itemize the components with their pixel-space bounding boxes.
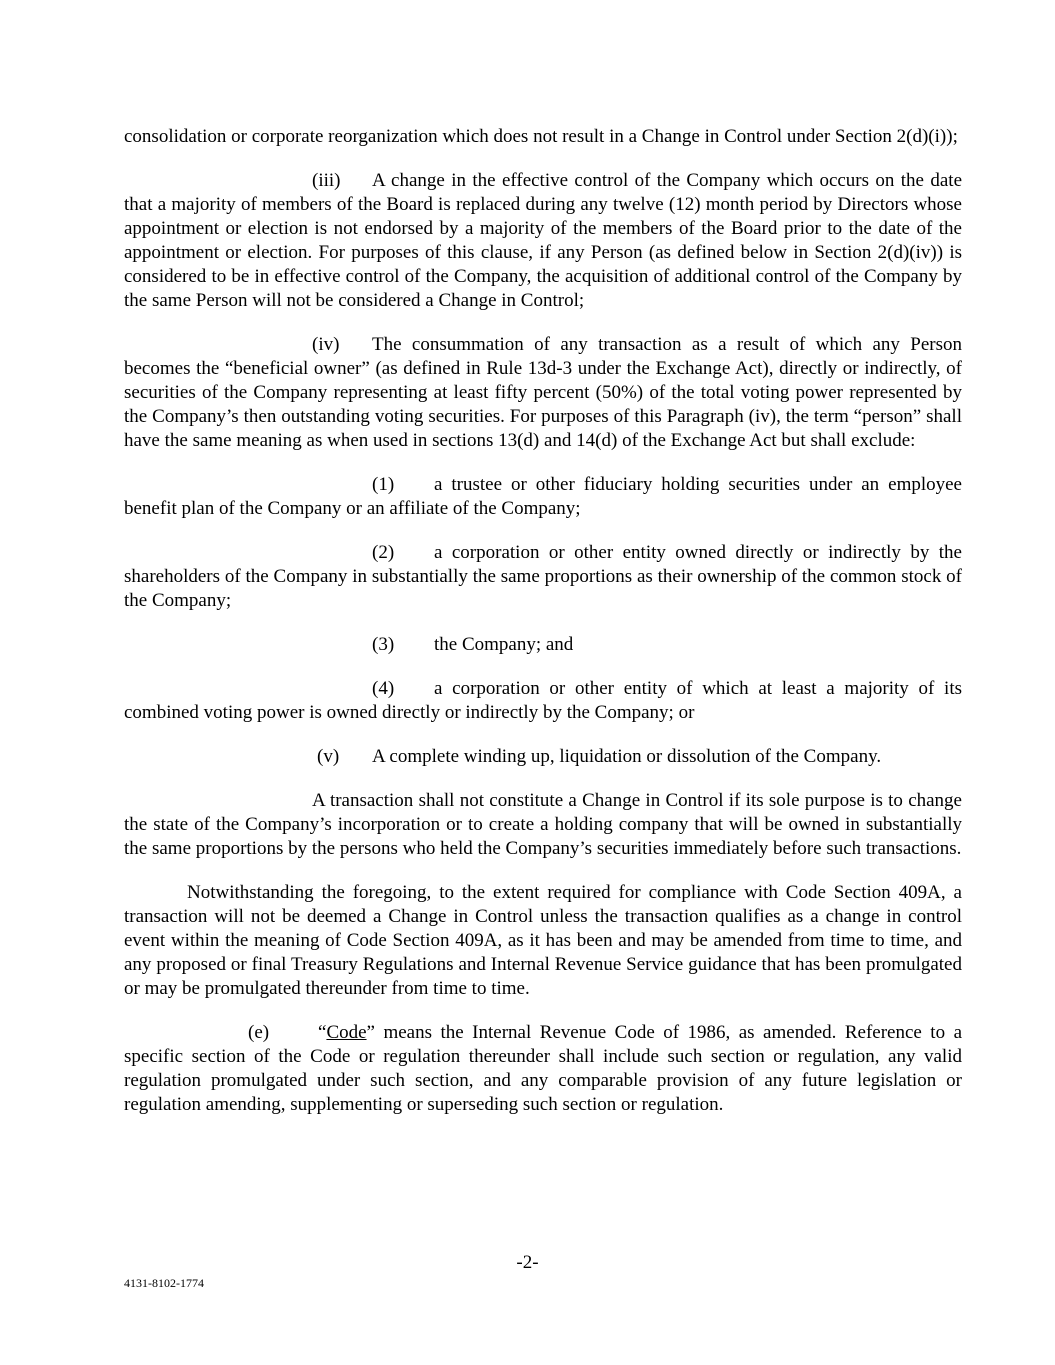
exclusion-3-text: the Company; and bbox=[434, 634, 574, 655]
clause-iv-label: (iv) bbox=[312, 334, 340, 355]
definition-e-term: Code bbox=[326, 1022, 367, 1043]
exclusion-2-text: a corporation or other entity owned directly or indirectly by the shareholders of the Company in substantially the same proportions as their ownership of the common stock of the Company; bbox=[124, 542, 962, 611]
clause-iii-label: (iii) bbox=[312, 170, 341, 191]
clause-iv-text: The consummation of any transaction as a result of which any Person becomes the “beneficial owner” (as defined in Rule 13d-3 under the Exchange Act), directly or indirectly, of securities of the Company representing at least fifty percent (50%) of the total voting power represented by the Company’s then outstanding voting securities. For purposes of this Paragraph (iv), the term “person” shall have the same meaning as when used in sections 13(d) and 14(d) of the Exchange Act but shall exclude: bbox=[124, 334, 962, 451]
exclusion-3 bbox=[124, 633, 962, 657]
document-page bbox=[124, 125, 962, 1137]
exclusion-4-text: a corporation or other entity of which at least a majority of its combined voting power is owned directly or indirectly by the Company; or bbox=[124, 678, 962, 723]
definition-e-open-quote: “ bbox=[318, 1022, 327, 1043]
intro-paragraph bbox=[124, 125, 962, 149]
clause-v-text: A complete winding up, liquidation or dissolution of the Company. bbox=[372, 746, 882, 767]
definition-e-text: ” means the Internal Revenue Code of 1986, as amended. Reference to a specific section of the Code or regulation thereunder shall include such section or regulation, any valid regulation promulgated under such section, and any comparable provision of any future legislation or regulation amending, supplementing or superseding such section or regulation. bbox=[124, 1022, 962, 1115]
notwithstanding-text: Notwithstanding the foregoing, to the extent required for compliance with Code Section 409A, a transaction will not be deemed a Change in Control unless the transaction qualifies as a change in control event within the meaning of Code Section 409A, as it has been and may be amended from time to time, and any proposed or final Treasury Regulations and Internal Revenue Service guidance that has been promulgated or may be promulgated thereunder from time to time. bbox=[124, 882, 962, 999]
document-id: 4131-8102-1774 bbox=[124, 1276, 204, 1290]
exclusion-1 bbox=[124, 473, 962, 521]
exclusion-3-label: (3) bbox=[372, 634, 395, 655]
clause-v bbox=[124, 745, 962, 769]
clause-v-label: (v) bbox=[317, 746, 340, 767]
exclusion-4 bbox=[124, 677, 962, 725]
intro-text: consolidation or corporate reorganization which does not result in a Change in Control under Section 2(d)(i)); bbox=[124, 126, 958, 147]
clause-iii bbox=[124, 169, 962, 313]
clause-iv bbox=[124, 333, 962, 453]
transaction-text: A transaction shall not constitute a Change in Control if its sole purpose is to change the state of the Company’s incorporation or to create a holding company that will be owned in substantially the same proportions by the persons who held the Company’s securities immediately before such transactions. bbox=[124, 790, 962, 859]
transaction-paragraph bbox=[124, 789, 962, 861]
exclusion-2-label: (2) bbox=[372, 542, 395, 563]
notwithstanding-paragraph bbox=[124, 881, 962, 1001]
exclusion-4-label: (4) bbox=[372, 678, 395, 699]
definition-e bbox=[124, 1021, 962, 1117]
definition-e-label: (e) bbox=[248, 1022, 270, 1043]
exclusion-1-label: (1) bbox=[372, 474, 395, 495]
exclusion-1-text: a trustee or other fiduciary holding securities under an employee benefit plan of the Company or an affiliate of the Company; bbox=[124, 474, 962, 519]
exclusion-2 bbox=[124, 541, 962, 613]
page-number: -2- bbox=[516, 1252, 539, 1273]
clause-iii-text: A change in the effective control of the Company which occurs on the date that a majority of members of the Board is replaced during any twelve (12) month period by Directors whose appointment or election is not endorsed by a majority of the members of the Board prior to the date of the appointment or election. For purposes of this clause, if any Person (as defined below in Section 2(d)(iv)) is considered to be in effective control of the Company, the acquisition of additional control of the Company by the same Person will not be considered a Change in Control; bbox=[124, 170, 962, 311]
